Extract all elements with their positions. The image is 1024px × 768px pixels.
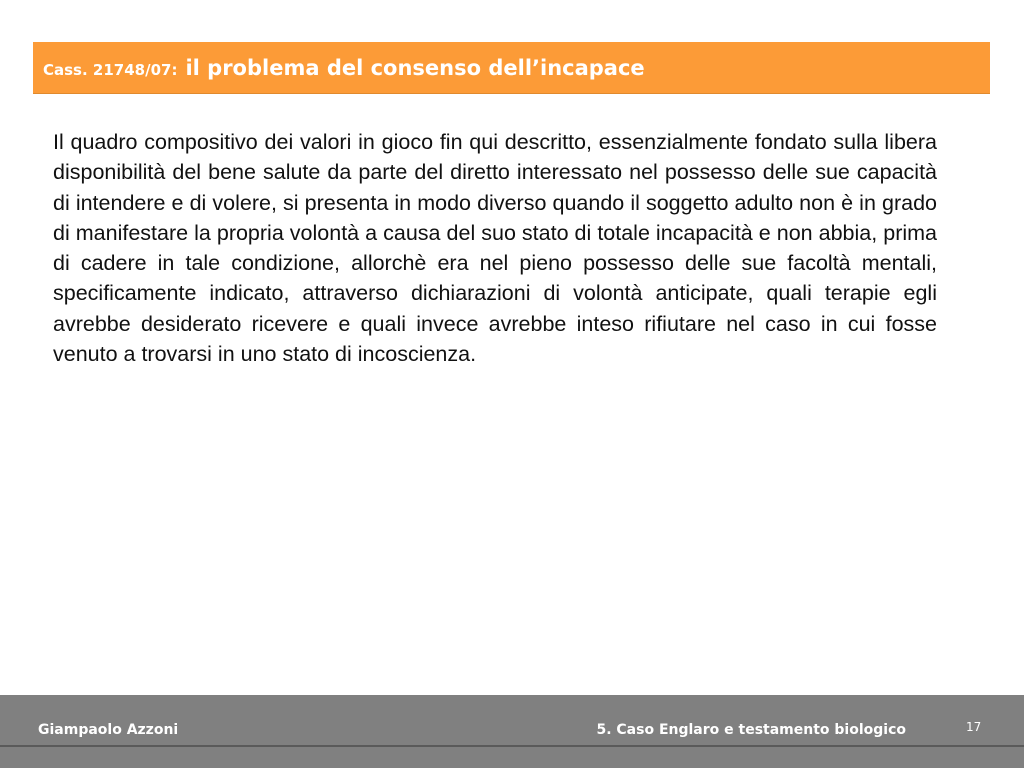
title-prefix: Cass. 21748/07:: [43, 60, 178, 79]
page-number: 17: [966, 720, 982, 734]
slide-footer: [0, 695, 1024, 768]
footer-section-title: 5. Caso Englaro e testamento biologico: [596, 722, 906, 738]
footer-divider: [0, 745, 1024, 747]
slide-title: il problema del consenso dell’incapace: [185, 55, 645, 80]
slide-title-bar: [33, 42, 990, 94]
slide-body-text: Il quadro compositivo dei valori in gioco fin qui descritto, essenzialmente fondato sulla libera disponibilità del bene salute da parte del diretto interessato nel possesso delle sue capacità di intendere e di volere, si presenta in modo diverso quando il soggetto adulto non è in grado di manifestare la propria volontà a causa del suo stato di totale incapacità e non abbia, prima di cadere in tale condizione, allorchè era nel pieno possesso delle sue facoltà mentali, specificamente indicato, attraverso dichiarazioni di volontà anticipate, quali terapie egli avrebbe desiderato ricevere e quali invece avrebbe inteso rifiutare nel caso in cui fosse venuto a trovarsi in uno stato di incoscienza.: [53, 130, 937, 367]
footer-author: Giampaolo Azzoni: [38, 722, 179, 738]
